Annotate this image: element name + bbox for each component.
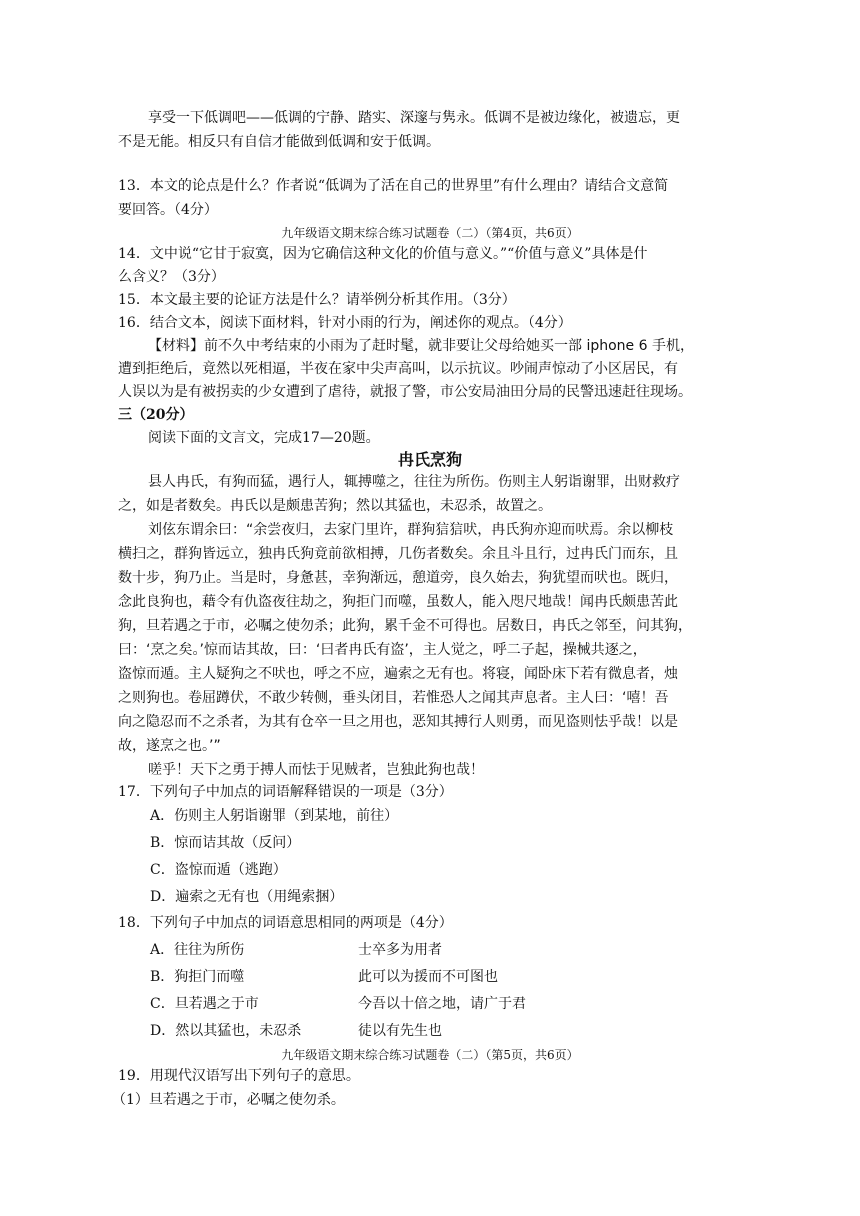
passage-line: 不是无能。相反只有自信才能做到低调和安于低调。	[118, 134, 440, 150]
page-footer: 九年级语文期末综合练习试题卷（二）（第4页，共6页）	[281, 226, 579, 240]
question-18: 18．下列句子中加点的词语意思相同的两项是（4分）	[118, 915, 453, 931]
question-15: 15．本文最主要的论证方法是什么？请举例分析其作用。（3分）	[118, 292, 516, 308]
q18-option-left: C．旦若遇之于市	[150, 996, 259, 1012]
q18-option-left: D．然以其猛也，未忍杀	[150, 1023, 302, 1039]
question-17: 17．下列句子中加点的词语解释错误的一项是（3分）	[118, 784, 453, 800]
classical-text-line: 狗，旦若遇之于市，必嘱之使勿杀；此狗，累千金不可得也。居数日，冉氏之邻至，问其狗，	[118, 618, 692, 634]
material-line: 人误以为是有被拐卖的少女遭到了虐待，就报了警，市公安局油田分局的民警迅速赶往现场。	[118, 384, 692, 400]
section-heading: 三（20分）	[118, 407, 194, 423]
q18-option-left: B．狗拒门而噬	[150, 969, 245, 985]
classical-text-line: 横扫之，群狗皆远立，独冉氏狗竟前欲相搏，几伤者数矣。余且斗且行，过冉氏门而东，且	[118, 546, 678, 562]
reading-instruction: 阅读下面的文言文，完成17—20题。	[148, 430, 380, 446]
q17-option: C．盗惊而遁（逃跑）	[150, 862, 287, 878]
question-16: 16．结合文本，阅读下面材料，针对小雨的行为，阐述你的观点。（4分）	[118, 315, 572, 331]
classical-text-line: 之，如是者数矣。冉氏以是颇患苦狗；然以其猛也，未忍杀，故置之。	[118, 498, 552, 514]
classical-text-line: 盗惊而遁。主人疑狗之不吠也，呼之不应，遍索之无有也。将寝，闻卧床下若有微息者，烛	[118, 666, 678, 682]
passage-line: 享受一下低调吧——低调的宁静、踏实、深邃与隽永。低调不是被边缘化，被遗忘，更	[148, 110, 680, 126]
classical-text-line: 数十步，狗乃止。当是时，身惫甚，幸狗渐远，憩道旁，良久始去，狗犹望而吠也。既归，	[118, 570, 678, 586]
q17-option: D．遍索之无有也（用绳索捆）	[150, 889, 344, 905]
classical-text-line: 刘伭东谓余曰：“余尝夜归，去家门里许，群狗狺狺吠，冉氏狗亦迎而吠焉。余以柳枝	[148, 522, 674, 538]
classical-text-line: 之则狗也。卷屈蹲伏，不敢少转侧，垂头闭目，若惟恐人之闻其声息者。主人曰：‘嘻！吾	[118, 690, 669, 706]
classical-text-line: 念此良狗也，藉令有仇盗夜往劫之，狗拒门而噬，虽数人，能入咫尺地哉！闻冉氏颇患苦此	[118, 594, 678, 610]
question-13-cont: 要回答。（4分）	[118, 202, 218, 218]
question-14: 14．文中说“它甘于寂寞，因为它确信这种文化的价值与意义。”“价值与意义”具体是什	[118, 246, 648, 262]
classical-text-line: 曰：‘烹之矣。’惊而诘其故，曰：‘曰者冉氏有盗’，主人觉之，呼二子起，操械共逐之，	[118, 642, 647, 658]
q18-option-left: A．往往为所伤	[150, 942, 245, 958]
classical-text-line: 向之隐忍而不之杀者，为其有仓卒一旦之用也，恶知其搏行人则勇，而见盗则怯乎哉！以是	[118, 714, 678, 730]
question-19: 19．用现代汉语写出下列句子的意思。	[118, 1068, 360, 1084]
classical-text-line: 故，遂烹之也。’”	[118, 738, 221, 754]
material-line: 遭到拒绝后，竟然以死相逼，半夜在家中尖声高叫，以示抗议。吵闹声惊动了小区居民，有	[118, 361, 678, 377]
classical-text-title: 冉氏烹狗	[397, 450, 462, 469]
material-line: 【材料】前不久中考结束的小雨为了赶时髦，就非要让父母给她买一部 iphone 6 手机，	[148, 338, 694, 354]
q17-option: B．惊而诘其故（反问）	[150, 835, 301, 851]
question-14-cont: 么含义？（3分）	[118, 269, 225, 285]
page-footer: 九年级语文期末综合练习试题卷（二）（第5页，共6页）	[281, 1048, 579, 1062]
question-19-item: （1）旦若遇之于市，必嘱之使勿杀。	[112, 1092, 345, 1108]
q18-option-right: 士卒多为用者	[358, 942, 442, 958]
q17-option: A．伤则主人躬诣谢罪（到某地，前往）	[150, 808, 399, 824]
classical-text-line: 嗟乎！天下之勇于搏人而怯于见贼者，岂独此狗也哉！	[148, 762, 484, 778]
q18-option-right: 徒以有先生也	[358, 1023, 442, 1039]
question-13: 13．本文的论点是什么？作者说“低调为了活在自己的世界里”有什么理由？请结合文意简	[118, 178, 669, 194]
q18-option-right: 此可以为援而不可图也	[358, 969, 498, 985]
classical-text-line: 县人冉氏，有狗而猛，遇行人，辄搏噬之，往往为所伤。伤则主人躬诣谢罪，出财救疗	[148, 474, 680, 490]
q18-option-right: 今吾以十倍之地，请广于君	[358, 996, 526, 1012]
